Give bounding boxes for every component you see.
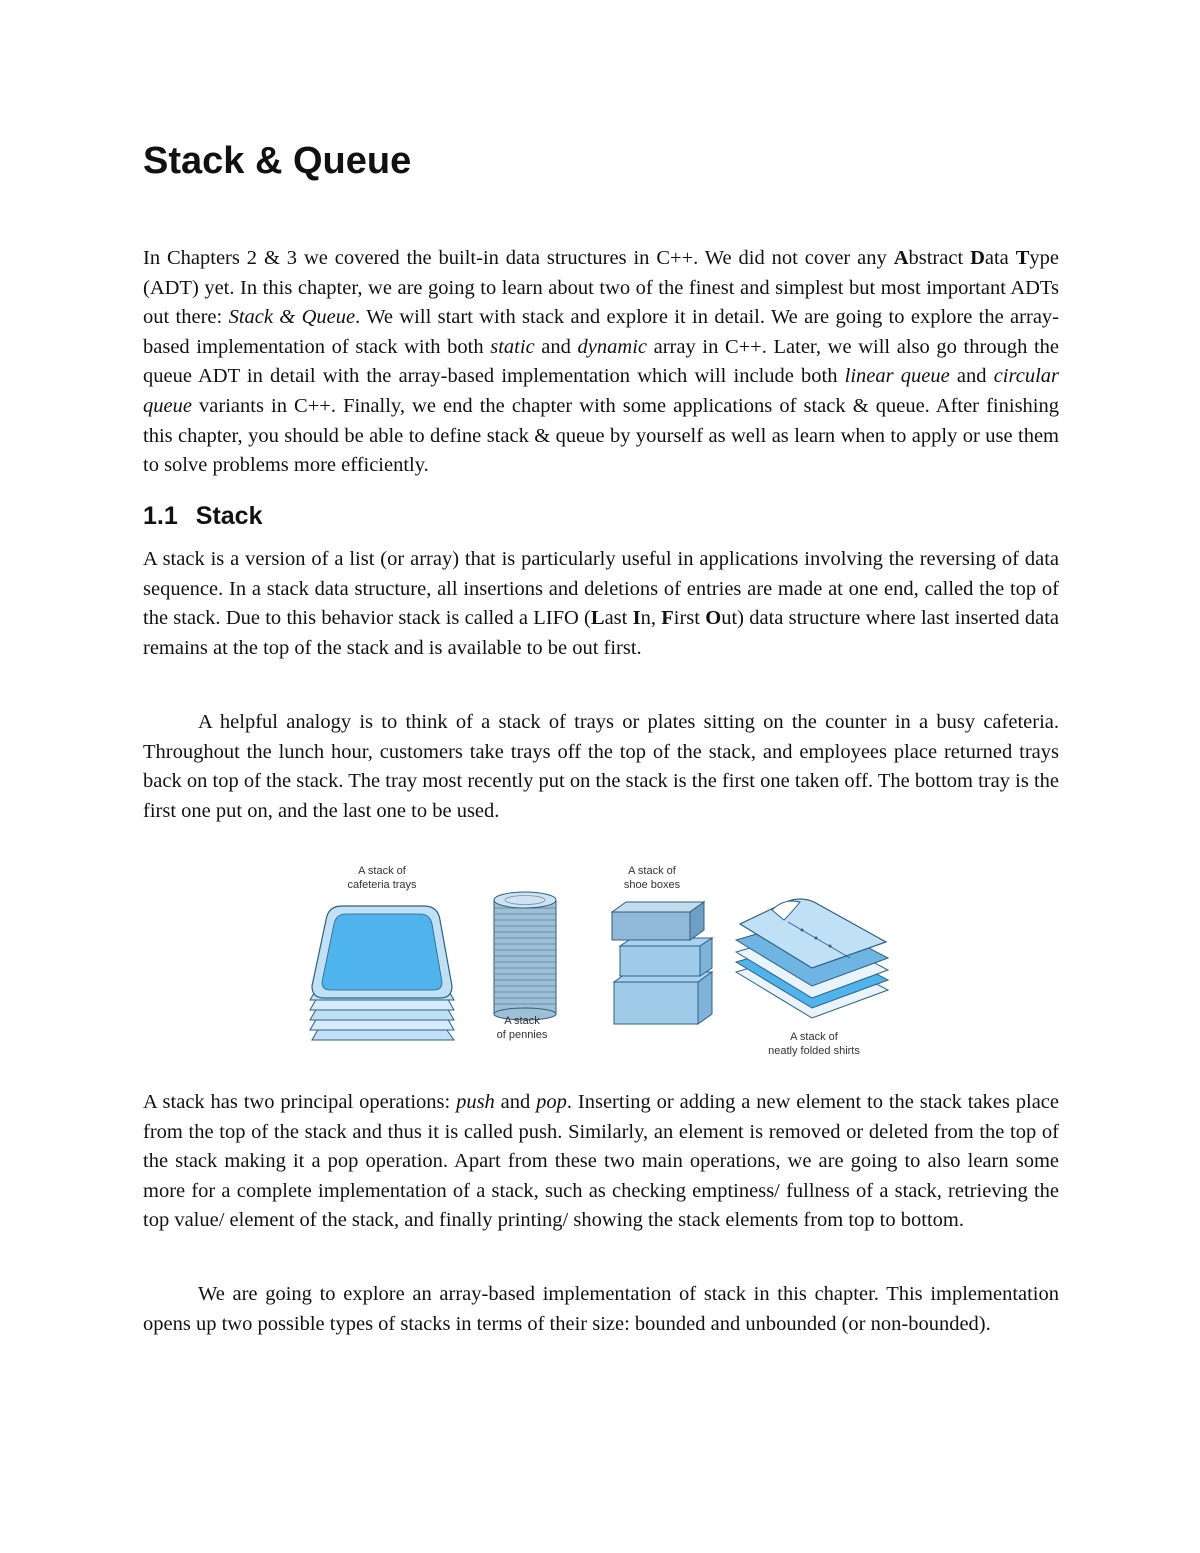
stack-examples-figure [302,858,898,1070]
intro-paragraph [143,244,1059,481]
bold-run: T [1015,247,1030,269]
boxes-label-line1: A stack of [628,865,676,877]
section-number: 1.1 [143,502,178,530]
bold-run: L [590,607,605,630]
analogy-paragraph: A helpful analogy is to think of a stack of trays or plates sitting on the counter in a busy cafeteria. Throughout the lunch hour, customers take trays off the top of the stack, and employees place returned trays back on top of the stack. The tray most recently put on the stack is the first one taken off. The bottom tray is the first one put on, and the last one to be used. [143,711,1059,822]
text-run: variants in C++. Finally, we end the chapter with some applications of stack & queue. After finishing this chapter, you should be able to define stack & queue by yourself as well as learn when to apply or use them to solve problems more efficiently. [143,394,1059,477]
text-run: n, [640,607,662,630]
boxes-label-line2: shoe boxes [623,879,681,891]
italic-run: dynamic [577,335,647,358]
pennies-illustration [494,892,556,1020]
bold-run: A [893,247,909,269]
italic-run: circular queue [143,365,1059,417]
pennies-label-line1: A stack [504,1015,540,1027]
section-title: Stack [195,502,263,530]
text-run: ype (ADT) yet. In this chapter, we are going to learn about two of the finest and simplest but most important ADTs out there: [143,247,1059,329]
text-run: and [534,335,578,358]
stack-definition-paragraph [143,545,1059,663]
text-run: In Chapters 2 & 3 we covered the built-in data structures in C++. We did not cover any [143,247,894,269]
text-run: and [494,1091,537,1113]
implementation-paragraph: We are going to explore an array-based implementation of stack in this chapter. This implementation opens up two possible types of stacks in terms of their size: bounded and unbounded (or non-bounded). [143,1283,1059,1335]
text-run: . We will start with stack and explore it in detail. We are going to explore the array-based implementation of stack with both [143,306,1059,358]
italic-run: pop [536,1091,567,1113]
italic-run: push [456,1091,495,1113]
italic-run: linear queue [844,365,950,388]
text-run: A stack is a version of a list (or array) that is particularly useful in applications involving the reversing of data sequence. In a stack data structure, all insertions and deletions of entries are made at one end, called the top of the stack. Due to this behavior stack is called a LIFO ( [143,548,1059,630]
text-run: irst [673,607,706,630]
shirts-label-line2: neatly folded shirts [768,1045,860,1057]
bold-run: I [632,607,641,630]
pennies-label-line2: of pennies [496,1029,548,1041]
cafeteria-trays-illustration [310,906,454,1040]
italic-run: static [490,335,535,358]
text-run: array in C++. Later, we will also go through the queue ADT in detail with the array-based implementation which will include both [143,335,1059,388]
shoe-boxes-illustration [612,902,712,1024]
shirts-label-line1: A stack of [790,1031,838,1043]
bold-run: O [705,607,722,630]
text-run: ast [604,607,633,630]
text-run: bstract [908,247,971,269]
bold-run: F [661,607,674,630]
section-heading [143,502,262,531]
trays-label-line1: A stack of [358,865,406,877]
text-run: . Inserting or adding a new element to the stack takes place from the top of the stack and thus it is called push. Similarly, an element is removed or deleted from the top of the stack making it a pop operation. Apart from these two main operations, we are going to also learn some more for a complete implementation of a stack, such as checking emptiness/ fullness of a stack, retrieving the top value/ element of the stack, and finally printing/ showing the stack elements from top to bottom. [143,1091,1059,1232]
italic-run: Stack & Queue [228,306,356,329]
bold-run: D [970,247,985,269]
text-run: A stack has two principal operations: [143,1091,457,1113]
text-run: ata [984,247,1016,269]
page-title: Stack & Queue [143,140,412,182]
text-run: ut) data structure where last inserted data remains at the top of the stack and is available to be out first. [143,607,1059,659]
text-run: and [949,365,994,388]
trays-label-line2: cafeteria trays [347,879,417,891]
operations-paragraph [143,1088,1059,1236]
